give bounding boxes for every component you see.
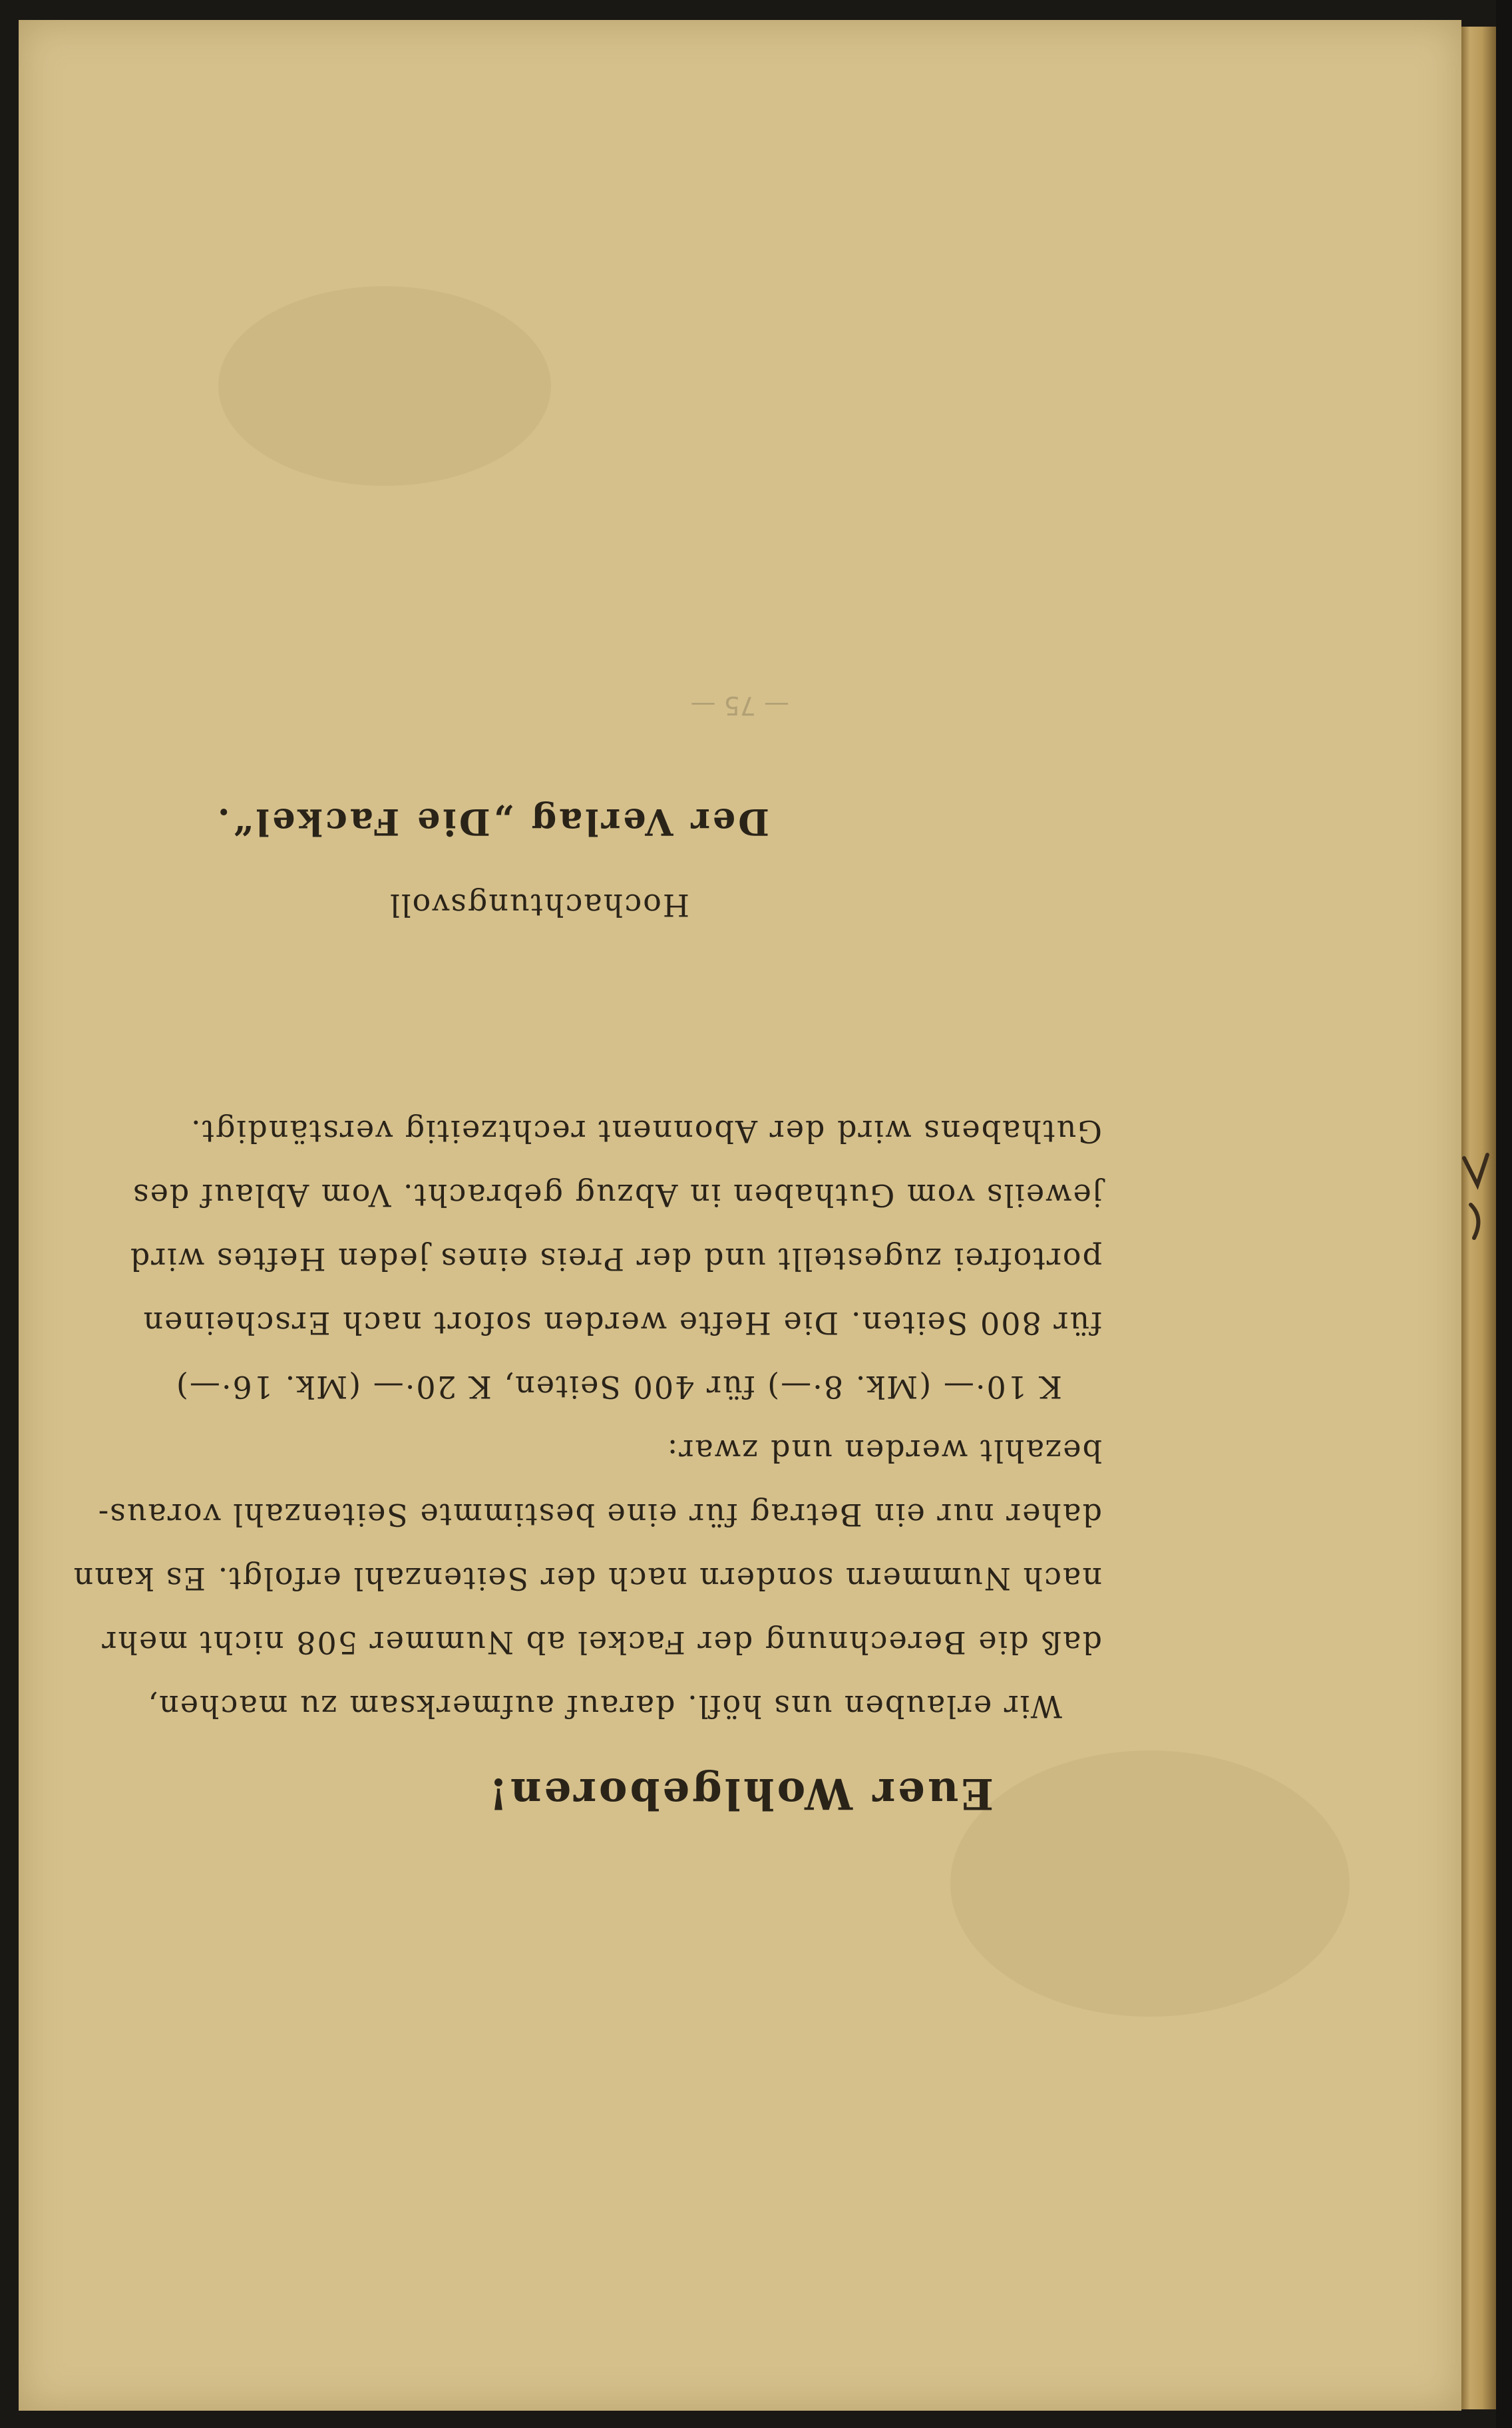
salutation: Euer Wohlgeboren! (486, 1768, 994, 1818)
body-line: daher nur ein Betrag für eine bestimmte Seitenzahl voraus- (96, 1497, 1102, 1533)
body-line: bezahlt werden und zwar: (665, 1433, 1102, 1469)
body-line: Guthabens wird der Abonnent rechtzeitig verständigt. (190, 1113, 1102, 1149)
printed-letter (19, 20, 1461, 2411)
body-line: K 10·— (Mk. 8·—) für 400 Seiten, K 20·— (Mk. 16·—) (174, 1369, 1062, 1405)
closing-phrase: Hochachtungsvoll (389, 887, 689, 923)
body-line: jeweils vom Guthaben in Abzug gebracht. Vom Ablauf des (132, 1177, 1102, 1213)
letter-body (72, 1100, 1102, 1738)
body-line: portofrei zugestellt und der Preis eines jeden Heftes wird (128, 1241, 1102, 1277)
body-line: nach Nummern sondern nach der Seitenzahl erfolgt. Es kann (72, 1561, 1102, 1597)
handwritten-margin-mark (1457, 1145, 1504, 1251)
body-line: für 800 Seiten. Die Hefte werden sofort nach Erscheinen (142, 1305, 1102, 1341)
publisher-signature: Der Verlag „Die Fackel“. (214, 801, 769, 843)
body-line: Wir erlauben uns höfl. darauf aufmerksam zu machen, (146, 1689, 1062, 1724)
body-line: daß die Berechnung der Fackel ab Nummer 508 nicht mehr (100, 1625, 1102, 1661)
pencil-page-number: — 75 — (690, 691, 789, 720)
